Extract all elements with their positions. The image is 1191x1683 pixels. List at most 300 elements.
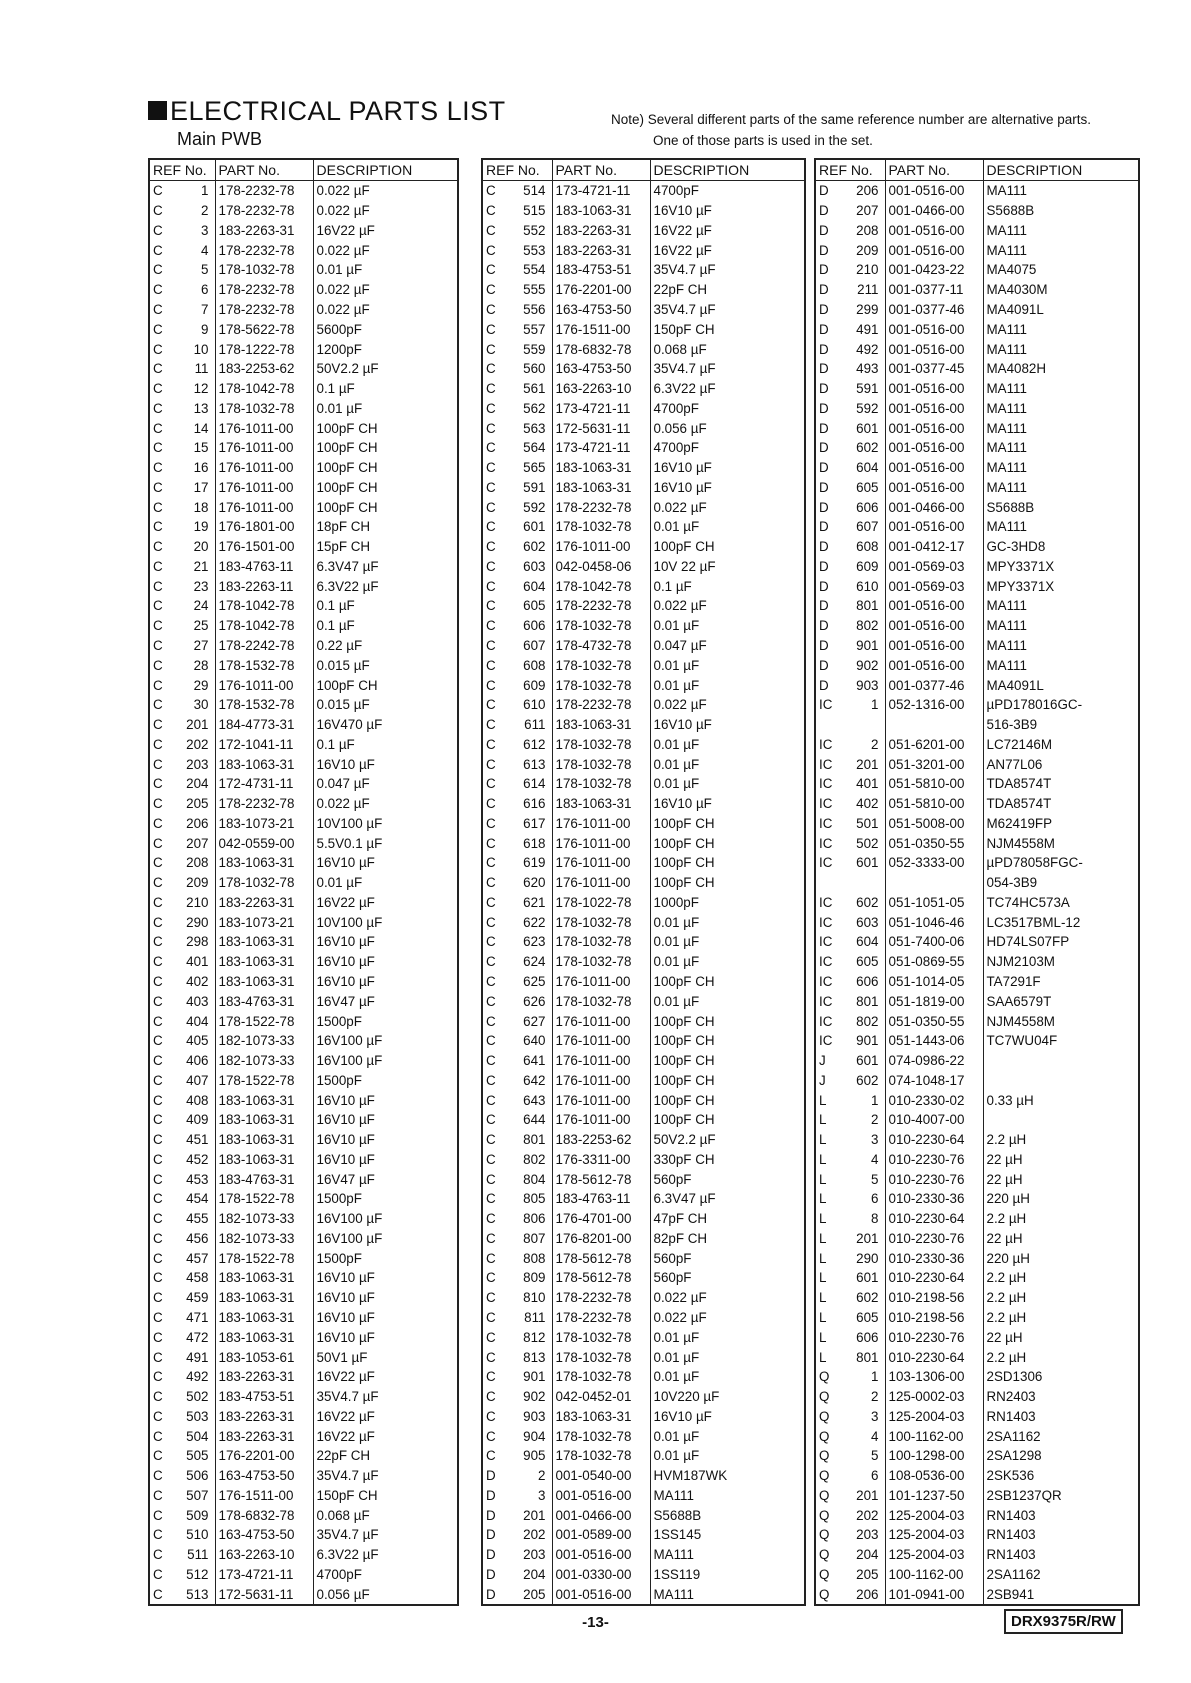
ref-type: C <box>153 1487 163 1503</box>
ref-type: IC <box>819 1033 833 1049</box>
description: 100pF CH <box>650 972 805 992</box>
ref-type: D <box>819 460 829 476</box>
part-number: 163-4753-50 <box>552 300 650 320</box>
ref-type: C <box>153 993 163 1009</box>
ref-type: Q <box>819 1566 830 1582</box>
table-row <box>482 221 805 241</box>
ref-type: C <box>153 558 163 574</box>
description: 100pF CH <box>650 873 805 893</box>
table-row <box>149 596 458 616</box>
ref-type: D <box>819 440 829 456</box>
column-header: DESCRIPTION <box>313 159 458 181</box>
ref-number: 6 <box>179 280 215 300</box>
table-row <box>149 636 458 656</box>
ref-type: D <box>819 499 829 515</box>
table-row <box>815 794 1139 814</box>
part-number: 178-2232-78 <box>552 1308 650 1328</box>
ref-number: 643 <box>512 1090 552 1110</box>
table-row <box>482 1011 805 1031</box>
ref-number: 565 <box>512 458 552 478</box>
ref-type: C <box>486 697 496 713</box>
table-row <box>815 438 1139 458</box>
part-number: 163-4753-50 <box>215 1466 313 1486</box>
table-row <box>149 300 458 320</box>
part-number: 010-2230-64 <box>885 1209 983 1229</box>
ref-number: 457 <box>179 1248 215 1268</box>
ref-type: L <box>819 1329 827 1345</box>
description: MA111 <box>983 339 1139 359</box>
table-row <box>815 1308 1139 1328</box>
ref-type: IC <box>819 697 833 713</box>
table-row <box>149 774 458 794</box>
description: MA111 <box>650 1486 805 1506</box>
ref-type: C <box>486 1171 496 1187</box>
table-row <box>815 339 1139 359</box>
part-number: 001-0466-00 <box>885 201 983 221</box>
ref-number: 18 <box>179 497 215 517</box>
part-number: 178-2232-78 <box>215 794 313 814</box>
description: MA111 <box>983 379 1139 399</box>
description: 100pF CH <box>313 675 458 695</box>
part-number <box>885 873 983 893</box>
ref-number: 901 <box>850 636 885 656</box>
table-row <box>149 319 458 339</box>
ref-number: 805 <box>512 1189 552 1209</box>
part-number: 176-3311-00 <box>552 1150 650 1170</box>
part-number: 176-1011-00 <box>215 675 313 695</box>
part-number: 176-1011-00 <box>552 1070 650 1090</box>
description: 10V100 µF <box>313 912 458 932</box>
table-row <box>149 1150 458 1170</box>
ref-number: 603 <box>512 557 552 577</box>
ref-type: D <box>819 282 829 298</box>
part-number: 010-2230-64 <box>885 1268 983 1288</box>
ref-type: C <box>486 460 496 476</box>
ref-number: 515 <box>512 201 552 221</box>
table-row <box>815 695 1139 715</box>
ref-number: 901 <box>512 1367 552 1387</box>
part-number: 178-1522-78 <box>215 1189 313 1209</box>
ref-type: Q <box>819 1408 830 1424</box>
description: 1SS145 <box>650 1525 805 1545</box>
ref-type: C <box>153 1329 163 1345</box>
part-number: 183-2263-31 <box>215 1426 313 1446</box>
table-row <box>815 833 1139 853</box>
description: MPY3371X <box>983 576 1139 596</box>
description: 16V22 µF <box>313 893 458 913</box>
part-number: 176-4701-00 <box>552 1209 650 1229</box>
description: 100pF CH <box>650 1031 805 1051</box>
description: 10V220 µF <box>650 1387 805 1407</box>
part-number: 183-1063-31 <box>215 972 313 992</box>
table-row <box>815 1327 1139 1347</box>
description: 0.022 µF <box>313 201 458 221</box>
description: 16V47 µF <box>313 991 458 1011</box>
part-number: 183-1063-31 <box>215 853 313 873</box>
description: 2SB941 <box>983 1584 1139 1605</box>
table-row <box>482 477 805 497</box>
ref-type: C <box>153 1507 163 1523</box>
description: 16V22 µF <box>650 221 805 241</box>
part-number: 176-1011-00 <box>215 477 313 497</box>
table-row <box>482 1347 805 1367</box>
ref-number: 606 <box>850 1327 885 1347</box>
table-row <box>482 853 805 873</box>
description: 0.022 µF <box>313 794 458 814</box>
ref-type: IC <box>819 894 833 910</box>
description: S5688B <box>983 497 1139 517</box>
description: MA111 <box>983 438 1139 458</box>
ref-type: C <box>153 1092 163 1108</box>
description: 6.3V47 µF <box>313 557 458 577</box>
description: MA4030M <box>983 280 1139 300</box>
ref-number: 802 <box>850 616 885 636</box>
description: 4700pF <box>650 438 805 458</box>
ref-type: C <box>486 203 496 219</box>
part-number: 001-0466-00 <box>885 497 983 517</box>
table-row <box>815 1505 1139 1525</box>
ref-type: D <box>819 222 829 238</box>
description: µPD78058FGC- <box>983 853 1139 873</box>
ref-type: C <box>153 776 163 792</box>
part-number: 183-1063-31 <box>215 932 313 952</box>
table-row <box>482 1367 805 1387</box>
table-row <box>482 181 805 201</box>
ref-type: D <box>486 1487 496 1503</box>
part-number: 178-1032-78 <box>552 734 650 754</box>
ref-number: 502 <box>179 1387 215 1407</box>
part-number: 173-4721-11 <box>215 1565 313 1585</box>
part-number: 010-4007-00 <box>885 1110 983 1130</box>
table-row <box>149 1248 458 1268</box>
table-row <box>482 932 805 952</box>
ref-number: 6 <box>850 1466 885 1486</box>
part-number: 125-2004-03 <box>885 1406 983 1426</box>
description: MA4075 <box>983 260 1139 280</box>
table-row <box>815 201 1139 221</box>
table-row <box>815 1070 1139 1090</box>
table-row <box>482 1229 805 1249</box>
table-row <box>149 418 458 438</box>
description: 16V10 µF <box>313 853 458 873</box>
description: TC74HC573A <box>983 893 1139 913</box>
description: 150pF CH <box>650 319 805 339</box>
ref-type: L <box>819 1230 827 1246</box>
ref-number: 619 <box>512 853 552 873</box>
part-number: 183-1063-31 <box>215 1130 313 1150</box>
ref-type: C <box>486 1092 496 1108</box>
table-row <box>815 596 1139 616</box>
part-number: 178-2232-78 <box>552 596 650 616</box>
description: LC3517BML-12 <box>983 912 1139 932</box>
ref-number: 611 <box>512 715 552 735</box>
ref-type: C <box>153 1566 163 1582</box>
description: 22 µH <box>983 1327 1139 1347</box>
table-row <box>815 260 1139 280</box>
description: 5.5V0.1 µF <box>313 833 458 853</box>
table-row <box>149 991 458 1011</box>
ref-number: 407 <box>179 1070 215 1090</box>
table-row <box>815 379 1139 399</box>
part-number: 125-2004-03 <box>885 1545 983 1565</box>
description: 16V100 µF <box>313 1031 458 1051</box>
ref-type: C <box>153 1290 163 1306</box>
part-number: 051-5810-00 <box>885 774 983 794</box>
table-row <box>482 1169 805 1189</box>
ref-type: D <box>819 657 829 673</box>
ref-number: 554 <box>512 260 552 280</box>
ref-number: 493 <box>850 359 885 379</box>
table-row <box>149 814 458 834</box>
ref-number: 405 <box>179 1031 215 1051</box>
ref-type: C <box>153 697 163 713</box>
table-row <box>149 557 458 577</box>
description: 2SK536 <box>983 1466 1139 1486</box>
ref-type: C <box>486 1211 496 1227</box>
ref-type: C <box>153 519 163 535</box>
ref-number: 492 <box>850 339 885 359</box>
part-number: 176-1011-00 <box>552 1051 650 1071</box>
description: 0.01 µF <box>650 774 805 794</box>
ref-type: C <box>486 499 496 515</box>
ref-number: 16 <box>179 458 215 478</box>
part-number: 001-0516-00 <box>885 477 983 497</box>
description: 0.022 µF <box>313 300 458 320</box>
part-number: 178-1222-78 <box>215 339 313 359</box>
ref-number: 298 <box>179 932 215 952</box>
ref-type: C <box>486 242 496 258</box>
ref-type: C <box>486 618 496 634</box>
ref-number: 4 <box>850 1150 885 1170</box>
description: 100pF CH <box>313 458 458 478</box>
description: 16V10 µF <box>313 1130 458 1150</box>
ref-type: D <box>819 598 829 614</box>
ref-type: IC <box>819 776 833 792</box>
note-line-2: One of those parts is used in the set. <box>653 133 873 148</box>
description: MA111 <box>983 477 1139 497</box>
description: 16V10 µF <box>313 1090 458 1110</box>
ref-type: D <box>486 1586 496 1602</box>
ref-number: 1 <box>850 1367 885 1387</box>
part-number: 183-1073-21 <box>215 814 313 834</box>
table-row <box>149 1169 458 1189</box>
part-number: 178-2232-78 <box>215 240 313 260</box>
table-row <box>815 1545 1139 1565</box>
ref-number: 903 <box>512 1406 552 1426</box>
ref-type: C <box>486 1290 496 1306</box>
part-number: 178-1032-78 <box>552 675 650 695</box>
part-number: 010-2198-56 <box>885 1288 983 1308</box>
table-row <box>149 1486 458 1506</box>
ref-number: 809 <box>512 1268 552 1288</box>
ref-type: D <box>819 203 829 219</box>
table-row <box>149 893 458 913</box>
description: MA111 <box>983 418 1139 438</box>
table-row <box>149 181 458 201</box>
table-row <box>482 655 805 675</box>
part-number: 178-6832-78 <box>552 339 650 359</box>
description: M62419FP <box>983 814 1139 834</box>
description: 0.01 µF <box>650 675 805 695</box>
part-number: 178-1042-78 <box>215 616 313 636</box>
ref-number: 453 <box>179 1169 215 1189</box>
ref-type: C <box>153 301 163 317</box>
ref-type: C <box>153 1033 163 1049</box>
part-number: 001-0377-11 <box>885 280 983 300</box>
ref-type: C <box>486 301 496 317</box>
part-number: 178-2232-78 <box>552 497 650 517</box>
ref-number: 201 <box>512 1505 552 1525</box>
description <box>983 1110 1139 1130</box>
ref-number: 605 <box>850 477 885 497</box>
description: LC72146M <box>983 734 1139 754</box>
description: 16V470 µF <box>313 715 458 735</box>
ref-type: C <box>153 618 163 634</box>
table-row <box>149 932 458 952</box>
part-number: 176-1011-00 <box>552 1011 650 1031</box>
ref-number: 472 <box>179 1327 215 1347</box>
ref-number: 208 <box>179 853 215 873</box>
table-row <box>149 1189 458 1209</box>
part-number: 178-5612-78 <box>552 1248 650 1268</box>
ref-number: 451 <box>179 1130 215 1150</box>
part-number: 183-2263-31 <box>552 221 650 241</box>
ref-type: D <box>819 341 829 357</box>
table-row <box>149 1209 458 1229</box>
ref-number: 592 <box>850 398 885 418</box>
ref-number: 612 <box>512 734 552 754</box>
ref-type: D <box>819 618 829 634</box>
description: 10V100 µF <box>313 814 458 834</box>
table-row <box>482 972 805 992</box>
table-row <box>482 912 805 932</box>
table-row <box>149 1268 458 1288</box>
description: 560pF <box>650 1169 805 1189</box>
column-header: DESCRIPTION <box>650 159 805 181</box>
description: NJM4558M <box>983 1011 1139 1031</box>
ref-type: D <box>819 539 829 555</box>
ref-number: 206 <box>850 1584 885 1605</box>
table-row <box>482 636 805 656</box>
table-row <box>482 1406 805 1426</box>
part-number: 176-1501-00 <box>215 537 313 557</box>
ref-number: 513 <box>179 1584 215 1605</box>
description: 0.01 µF <box>650 1327 805 1347</box>
part-number: 010-2230-76 <box>885 1150 983 1170</box>
description: 0.01 µF <box>650 754 805 774</box>
description: 100pF CH <box>650 1090 805 1110</box>
ref-type: C <box>486 1349 496 1365</box>
description: 0.022 µF <box>650 1308 805 1328</box>
ref-type: C <box>153 1349 163 1365</box>
ref-type: C <box>486 894 496 910</box>
ref-type: C <box>153 855 163 871</box>
description: 560pF <box>650 1248 805 1268</box>
part-number: 183-1063-31 <box>215 1090 313 1110</box>
part-number: 183-4763-11 <box>552 1189 650 1209</box>
ref-type: L <box>819 1171 827 1187</box>
ref-number: 3 <box>850 1406 885 1426</box>
part-number: 001-0516-00 <box>552 1545 650 1565</box>
description: GC-3HD8 <box>983 537 1139 557</box>
ref-number: 15 <box>179 438 215 458</box>
table-row <box>482 715 805 735</box>
ref-type: L <box>819 1250 827 1266</box>
ref-type: C <box>153 400 163 416</box>
table-row <box>482 359 805 379</box>
description: 16V22 µF <box>313 221 458 241</box>
table-row <box>149 1070 458 1090</box>
table-row <box>482 280 805 300</box>
ref-number: 902 <box>512 1387 552 1407</box>
ref-type: C <box>153 420 163 436</box>
ref-type: C <box>486 974 496 989</box>
part-number <box>885 715 983 735</box>
ref-type: L <box>819 1211 827 1227</box>
ref-number: 454 <box>179 1189 215 1209</box>
ref-number: 28 <box>179 655 215 675</box>
part-number: 178-2232-78 <box>215 201 313 221</box>
part-number: 178-1042-78 <box>552 576 650 596</box>
ref-type: C <box>486 539 496 555</box>
table-row <box>815 932 1139 952</box>
description: 2.2 µH <box>983 1308 1139 1328</box>
ref-type: C <box>153 499 163 515</box>
description: µPD178016GC- <box>983 695 1139 715</box>
ref-number: 14 <box>179 418 215 438</box>
table-row <box>815 477 1139 497</box>
ref-number: 621 <box>512 893 552 913</box>
part-number: 183-1063-31 <box>215 1268 313 1288</box>
ref-number: 642 <box>512 1070 552 1090</box>
column-header: REF No. <box>149 159 215 181</box>
table-row <box>149 576 458 596</box>
part-number: 101-1237-50 <box>885 1486 983 1506</box>
description: MA111 <box>983 221 1139 241</box>
description: 0.01 µF <box>313 873 458 893</box>
description: 220 µH <box>983 1189 1139 1209</box>
part-number: 001-0516-00 <box>885 418 983 438</box>
ref-number: 204 <box>179 774 215 794</box>
ref-number: 5 <box>850 1446 885 1466</box>
ref-type: Q <box>819 1527 830 1543</box>
ref-type: C <box>486 1132 496 1148</box>
description: MPY3371X <box>983 557 1139 577</box>
part-number: 100-1162-00 <box>885 1565 983 1585</box>
table-row <box>815 853 1139 873</box>
part-number: 183-2263-31 <box>215 221 313 241</box>
page-number: -13- <box>582 1614 609 1631</box>
part-number: 052-1316-00 <box>885 695 983 715</box>
description: 2.2 µH <box>983 1347 1139 1367</box>
part-number: 101-0941-00 <box>885 1584 983 1605</box>
part-number: 051-5810-00 <box>885 794 983 814</box>
description: 47pF CH <box>650 1209 805 1229</box>
ref-type: C <box>486 835 496 851</box>
description: 6.3V22 µF <box>313 576 458 596</box>
ref-type: C <box>486 954 496 970</box>
table-row <box>482 616 805 636</box>
table-row <box>149 1130 458 1150</box>
description: TDA8574T <box>983 774 1139 794</box>
table-row <box>815 616 1139 636</box>
table-row <box>482 1466 805 1486</box>
description: S5688B <box>650 1505 805 1525</box>
table-row <box>149 201 458 221</box>
ref-type: C <box>486 381 496 397</box>
ref-number: 606 <box>850 972 885 992</box>
description: 100pF CH <box>313 418 458 438</box>
